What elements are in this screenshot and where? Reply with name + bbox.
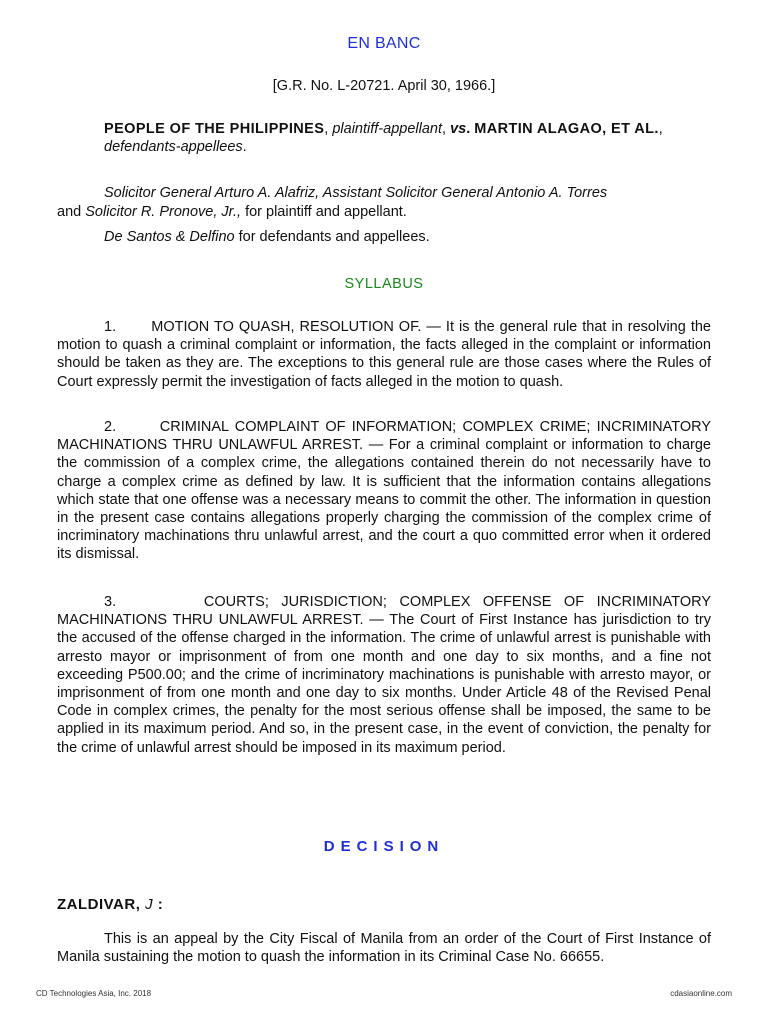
syllabus-item-1: 1. MOTION TO QUASH, RESOLUTION OF. — It is the general rule that in resolving the motion to quash a criminal complaint or information, the facts alleged in the complaint or information should be taken as they are. The exceptions to this general rule are those cases where the Rules of Court expressly permit the investigation of facts alleged in the motion to quash. [57,319,711,390]
case-number: [G.R. No. L-20721. April 30, 1966.] [272,78,496,94]
footer-copyright: CD Technologies Asia, Inc. 2018 [36,989,152,998]
court-division: EN BANC [347,35,421,52]
ponente-name: ZALDIVAR, [57,896,141,913]
decision-paragraph-1: This is an appeal by the City Fiscal of Manila from an order of the Court of First Instance of Manila sustaining the motion to quash the information in its Criminal Case No. 66655. [57,931,711,966]
defendant-name: MARTIN ALAGAO, ET AL. [474,121,659,137]
defendant-counsel-names: De Santos & Delfino [104,229,235,245]
ponente-suffix: J [145,896,154,913]
plaintiff-name: PEOPLE OF THE PHILIPPINES [104,121,325,137]
footer-website: cdasiaonline.com [670,989,732,998]
versus-label: vs [450,121,467,137]
plaintiff-counsel-names: Solicitor General Arturo A. Alafriz, Assistant Solicitor General Antonio A. Torres [104,185,608,201]
defendant-counsel-for: for defendants and appellees. [238,229,430,245]
defendant-role: defendants-appellees [104,139,243,155]
plaintiff-counsel [57,184,712,222]
ponente-colon: : [157,896,164,913]
plaintiff-counsel-last: Solicitor R. Pronove, Jr., [85,204,242,220]
syllabus-item-3: 3. COURTS; JURISDICTION; COMPLEX OFFENSE OF INCRIMINATORY MACHINATIONS THRU UNLAWFUL ARREST. — The Court of First Instance has jurisdiction to try the accused of the offense charged in the information. The crime of unlawful arrest is punishable with arresto mayor or imprisonment of from one month and one day to six months, and a fine not exceeding P500.00; and the crime of incriminatory machinations is punishable with arresto mayor, or imprisonment of from one month and one day to six months. Under Article 48 of the Revised Penal Code in complex crimes, the penalty for the most serious offense shall be imposed, the same to be applied in its maximum period. And so, in the present case, in the event of conviction, the penalty for the crime of unlawful arrest should be imposed in its maximum period. [57,594,711,756]
decision-heading: DECISION [323,838,445,855]
syllabus-heading: SYLLABUS [344,276,424,292]
plaintiff-counsel-for: for plaintiff and appellant. [245,204,407,220]
plaintiff-role: plaintiff-appellant [332,121,442,137]
syllabus-item-2: 2. CRIMINAL COMPLAINT OF INFORMATION; COMPLEX CRIME; INCRIMINATORY MACHINATIONS THRU UNLAWFUL ARREST. — For a criminal complaint or information to charge the commission of a complex crime, the allegations contained therein do not necessarily have to charge a complex crime as defined by law. It is sufficient that the information contains allegations which state that one offense was a necessary means to commit the other. The information in question in the present case contains allegations properly charging the commission of the complex crime of incriminatory machinations thru unlawful arrest, and the court a quo committed error when it ordered its dismissal. [57,419,711,563]
case-parties: PEOPLE OF THE PHILIPPINES, plaintiff-appellant, vs. MARTIN ALAGAO, ET AL., defendants-appellees. [104,121,663,155]
defendant-counsel [104,229,704,245]
plaintiff-counsel-and: and [57,204,82,220]
ponente [57,896,163,913]
